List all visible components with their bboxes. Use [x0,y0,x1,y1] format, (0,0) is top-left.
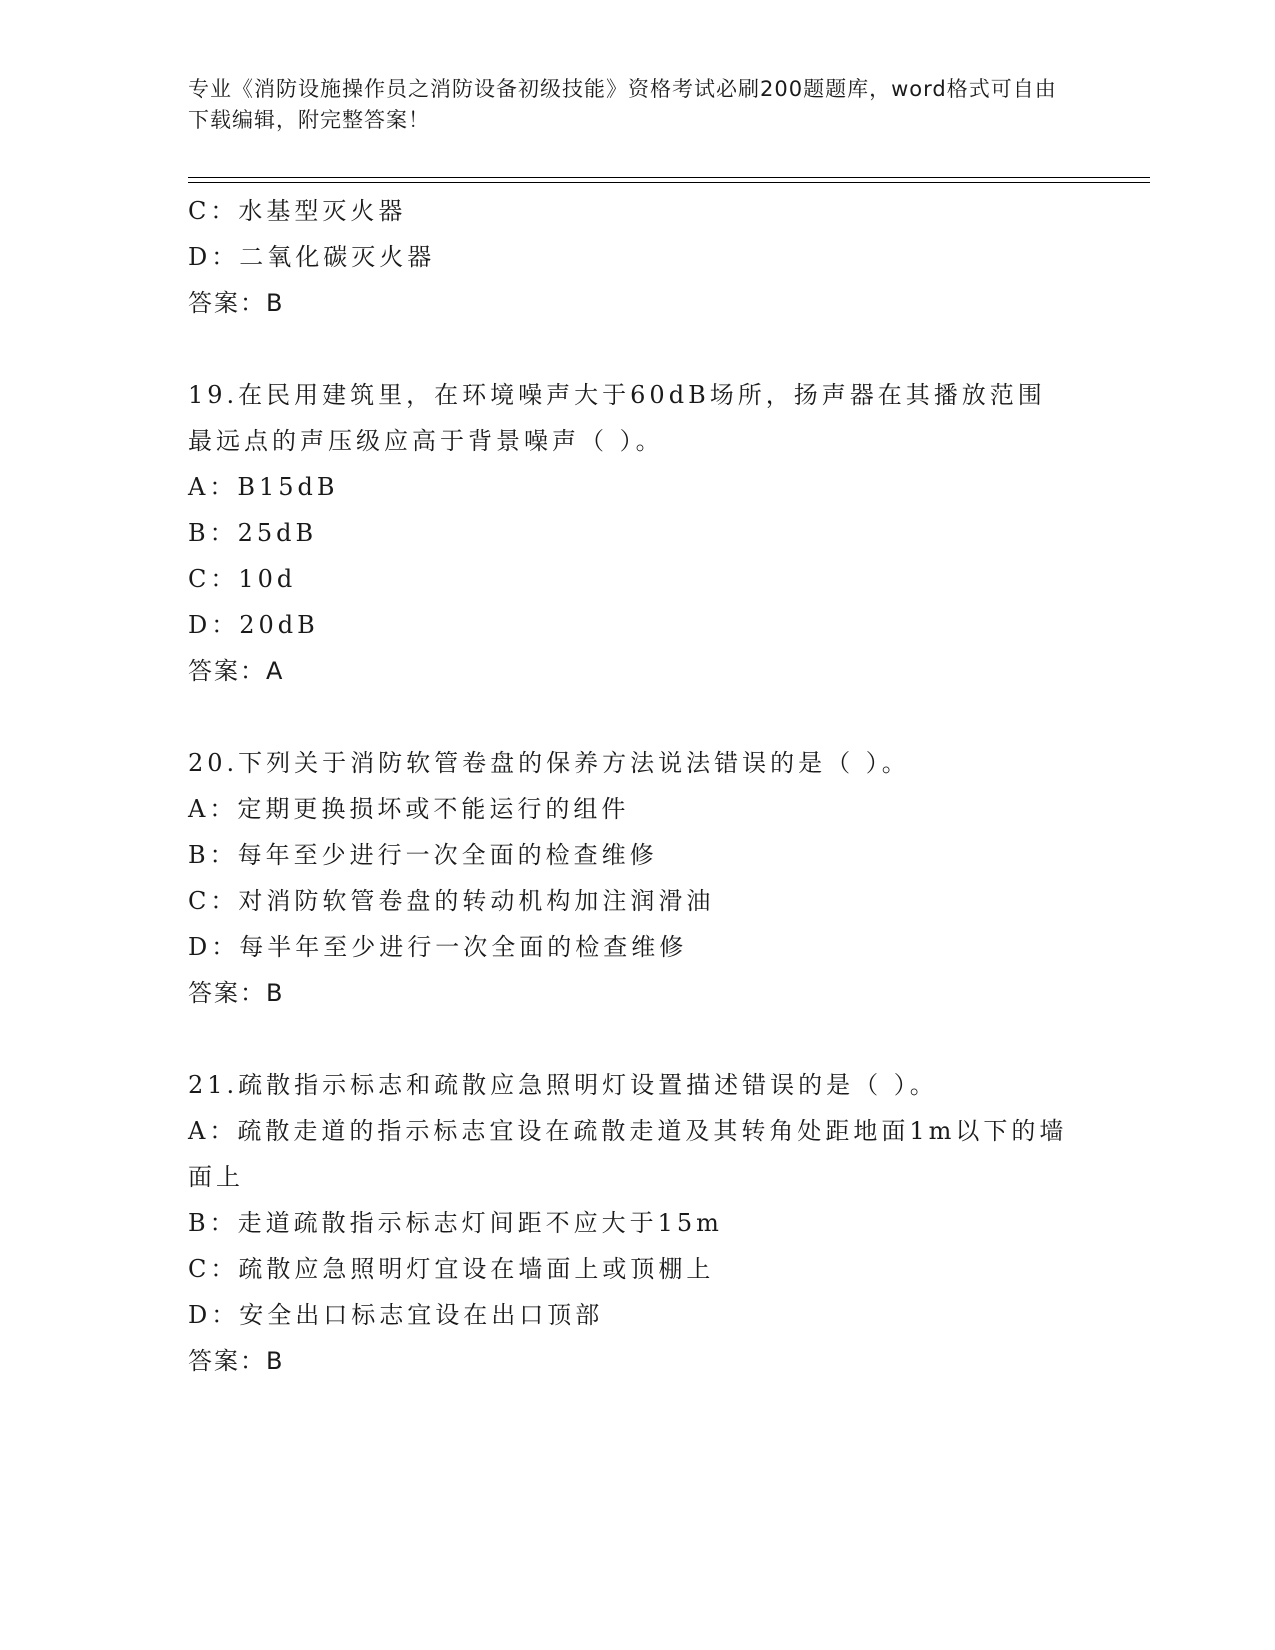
question-block-21 [188,1062,1068,1384]
question-block-20 [188,740,1068,1016]
spacer [188,326,1068,372]
question-block-19 [188,372,1068,694]
spacer [188,694,1068,740]
option-a: A：定期更换损坏或不能运行的组件 [188,795,630,823]
option-d: D：20dB [188,611,319,639]
option-c: C：水基型灭火器 [188,197,407,225]
answer-line: 答案：A [188,657,285,685]
question-list [188,188,1068,1384]
option-a: A：疏散走道的指示标志宜设在疏散走道及其转角处距地面1m以下的墙面上 [188,1117,1068,1191]
answer-line: 答案：B [188,1347,285,1375]
option-c: C：10d [188,565,297,593]
option-d: D：每半年至少进行一次全面的检查维修 [188,933,688,961]
answer-line: 答案：B [188,289,285,317]
question-stem: 19.在民用建筑里，在环境噪声大于60dB场所，扬声器在其播放范围最远点的声压级应高于背景噪声（ ）。 [188,381,1046,455]
header-divider [188,177,1150,183]
answer-line: 答案：B [188,979,285,1007]
option-d: D：安全出口标志宜设在出口顶部 [188,1301,604,1329]
option-b: B：每年至少进行一次全面的检查维修 [188,841,658,869]
document-header: 专业《消防设施操作员之消防设备初级技能》资格考试必刷200题题库，word格式可自由下载编辑，附完整答案！ [188,77,1057,132]
option-b: B：走道疏散指示标志灯间距不应大于15m [188,1209,723,1237]
option-a: A：B15dB [188,473,339,501]
option-c: C：对消防软管卷盘的转动机构加注润滑油 [188,887,715,915]
question-stem: 20.下列关于消防软管卷盘的保养方法说法错误的是（ ）。 [188,749,910,777]
option-b: B：25dB [188,519,318,547]
question-stem: 21.疏散指示标志和疏散应急照明灯设置描述错误的是（ ）。 [188,1071,938,1099]
question-block-18-partial [188,188,1068,326]
spacer [188,1016,1068,1062]
option-d: D：二氧化碳灭火器 [188,243,436,271]
option-c: C：疏散应急照明灯宜设在墙面上或顶棚上 [188,1255,715,1283]
